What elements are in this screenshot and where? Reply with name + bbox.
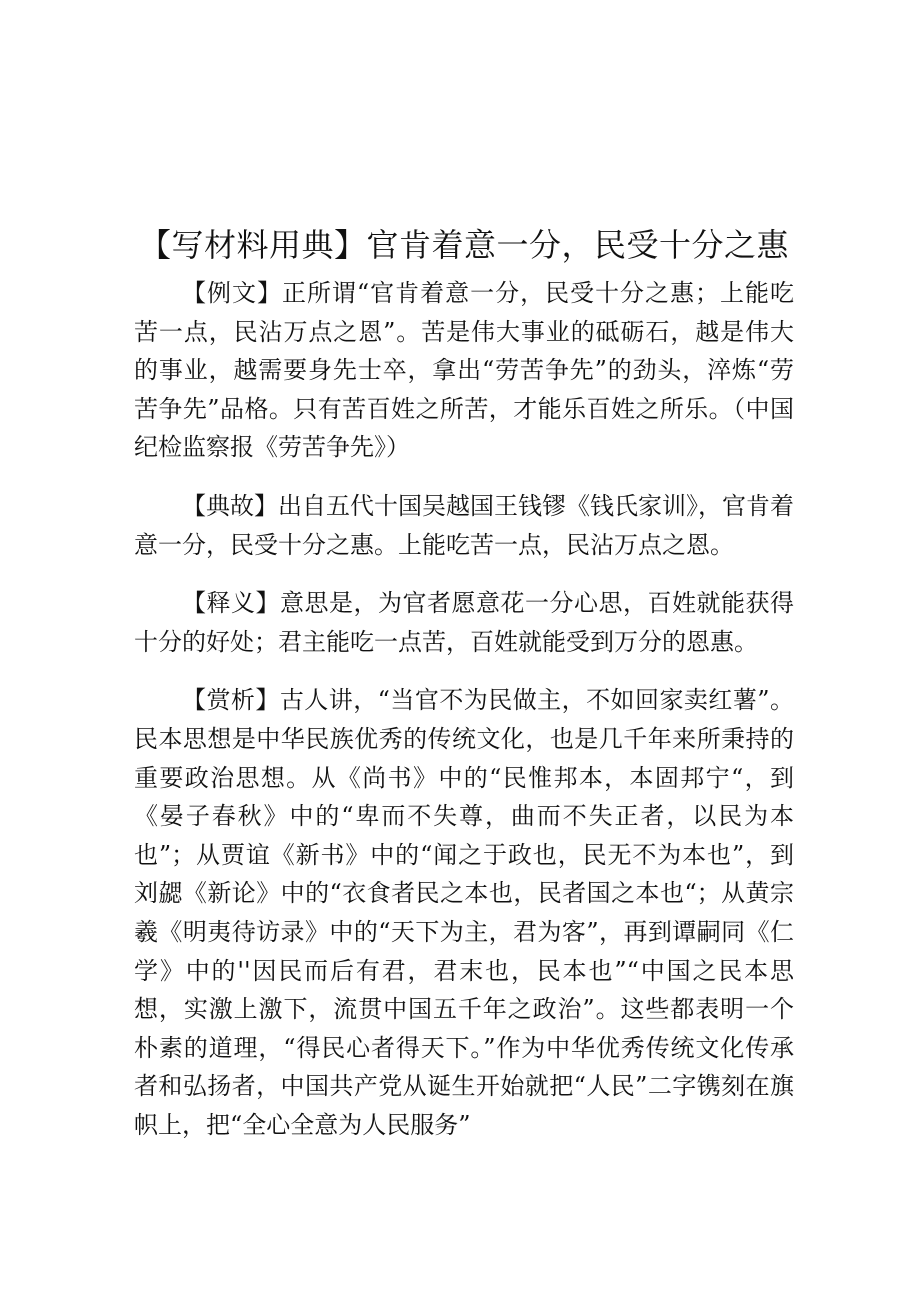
paragraph-appreciation xyxy=(134,681,794,1144)
document-page xyxy=(134,222,794,1164)
paragraph-text: 正所谓“官肯着意一分，民受十分之惠；上能吃苦一点，民沾万点之恩”。苦是伟大事业的砥砺石，越是伟大的事业，越需要身先士卒，拿出“劳苦争先”的劲头，淬炼“劳苦争先”品格。只有苦百姓之所苦，才能乐百姓之所乐。（中国纪检监察报《劳苦争先》） xyxy=(134,279,794,462)
paragraph-label: 【典故】 xyxy=(182,491,278,520)
paragraph-label: 【释义】 xyxy=(182,589,280,618)
paragraph-meaning xyxy=(134,584,794,661)
paragraph-label: 【例文】 xyxy=(182,279,282,307)
paragraph-text: 意思是，为官者愿意花一分心思，百姓就能获得十分的好处；君主能吃一点苦，百姓就能受到万分的恩惠。 xyxy=(134,589,794,656)
paragraph-allusion xyxy=(134,487,794,564)
paragraph-text: 出自五代十国吴越国王钱镠《钱氏家训》，官肯着意一分，民受十分之惠。上能吃苦一点，民沾万点之恩。 xyxy=(134,491,794,559)
paragraph-text: 古人讲，“当官不为民做主，不如回家卖红薯”。民本思想是中华民族优秀的传统文化，也是几千年来所秉持的重要政治思想。从《尚书》中的“民惟邦本，本固邦宁“，到《晏子春秋》中的“卑而不失尊，曲而不失正者，以民为本也”；从贾谊《新书》中的“闻之于政也，民无不为本也”，到刘勰《新论》中的“衣食者民之本也，民者国之本也“；从黄宗羲《明夷待访录》中的“天下为主，君为客”，再到谭嗣同《仁学》中的''因民而后有君，君末也，民本也”“中国之民本思想，实激上激下，流贯中国五千年之政治”。这些都表明一个朴素的道理，“得民心者得天下。”作为中华优秀传统文化传承者和弘扬者，中国共产党从诞生开始就把“人民”二字镌刻在旗帜上，把“全心全意为人民服务” xyxy=(134,686,795,1139)
document-title: 【写材料用典】官肯着意一分，民受十分之惠 xyxy=(138,226,789,264)
paragraph-label: 【赏析】 xyxy=(182,686,280,715)
paragraph-example xyxy=(134,274,794,467)
